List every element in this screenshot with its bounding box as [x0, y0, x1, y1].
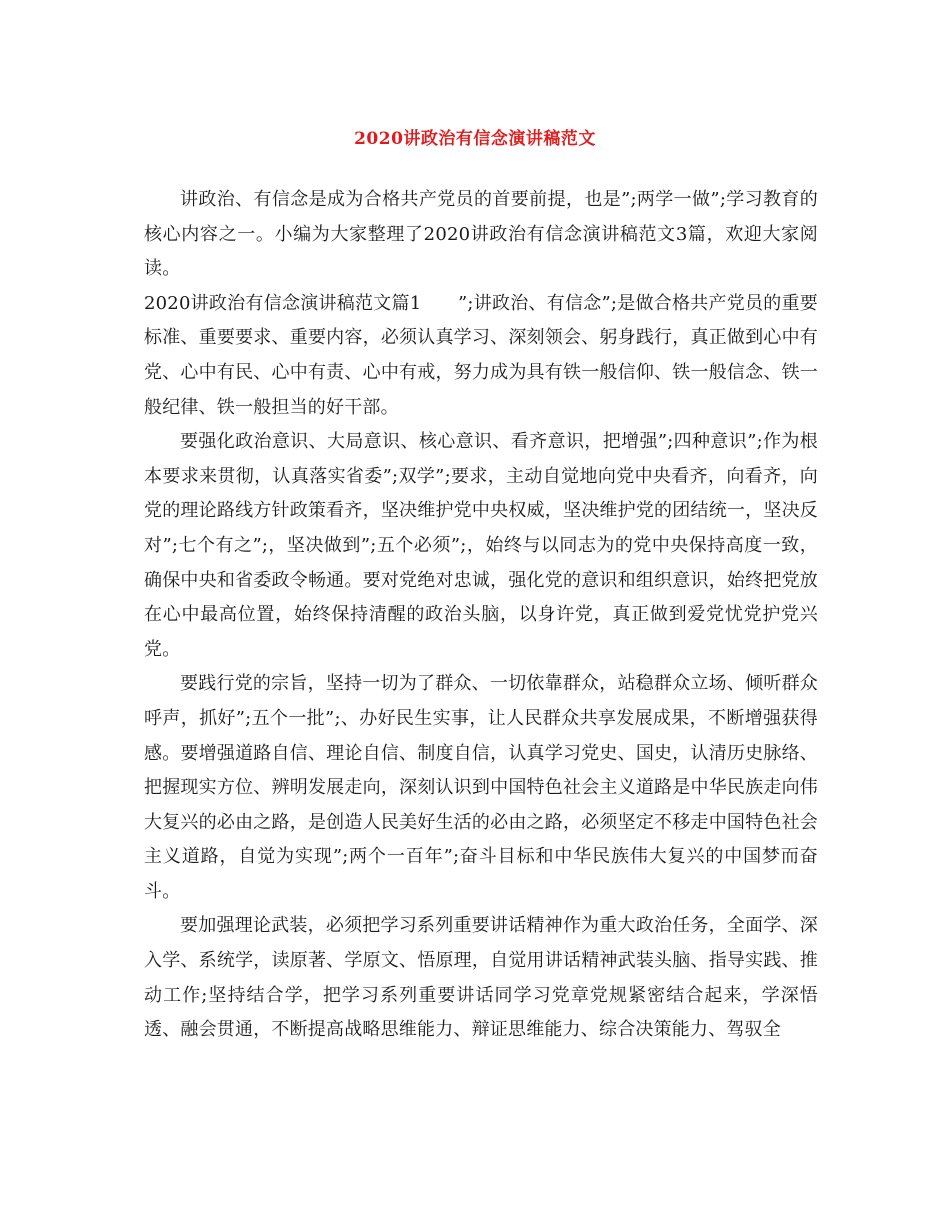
- paragraph-speech-1-opening: 2020讲政治有信念演讲稿范文篇1 ”;讲政治、有信念”;是做合格共产党员的重要标准、重要要求、重要内容，必须认真学习、深刻领会、躬身践行，真正做到心中有党、心中有民、心中有责、心中有戒，努力成为具有铁一般信仰、铁一般信念、铁一般纪律、铁一般担当的好干部。: [144, 292, 818, 418]
- paragraph-political-awareness: 要强化政治意识、大局意识、核心意识、看齐意识，把增强”;四种意识”;作为根本要求来贯彻，认真落实省委”;双学”;要求，主动自觉地向党中央看齐，向看齐，向党的理论路线方针政策看齐，坚决维护党中央权威，坚决维护党的团结统一，坚决反对”;七个有之”;，坚决做到”;五个必须”;，始终与以同志为的党中央保持高度一致，确保中央和省委政令畅通。要对党绝对忠诚，强化党的意识和组织意识，始终把党放在心中最高位置，始终保持清醒的政治头脑，以身许党，真正做到爱党忧党护党兴党。: [144, 431, 818, 660]
- paragraph-intro: 讲政治、有信念是成为合格共产党员的首要前提，也是”;两学一做”;学习教育的核心内容之一。小编为大家整理了2020讲政治有信念演讲稿范文3篇，欢迎大家阅读。: [144, 189, 818, 280]
- document-title: 2020讲政治有信念演讲稿范文: [354, 129, 596, 149]
- paragraph-theory-study: 要加强理论武装，必须把学习系列重要讲话精神作为重大政治任务，全面学、深入学、系统学，读原著、学原文、悟原理，自觉用讲话精神武装头脑、指导实践、推动工作;坚持结合学，把学习系列重要讲话同学习党章党规紧密结合起来，学深悟透、融会贯通，不断提高战略思维能力、辩证思维能力、综合决策能力、驾驭全: [144, 915, 818, 1041]
- paragraph-party-purpose: 要践行党的宗旨，坚持一切为了群众、一切依靠群众，站稳群众立场、倾听群众呼声，抓好”;五个一批”;、办好民生实事，让人民群众共享发展成果，不断增强获得感。要增强道路自信、理论自信、制度自信，认真学习党史、国史，认清历史脉络、把握现实方位、辨明发展走向，深刻认识到中国特色社会主义道路是中华民族走向伟大复兴的必由之路，是创造人民美好生活的必由之路，必须坚定不移走中国特色社会主义道路，自觉为实现”;两个一百年”;奋斗目标和中华民族伟大复兴的中国梦而奋斗。: [144, 673, 818, 902]
- document-body: [144, 183, 818, 1048]
